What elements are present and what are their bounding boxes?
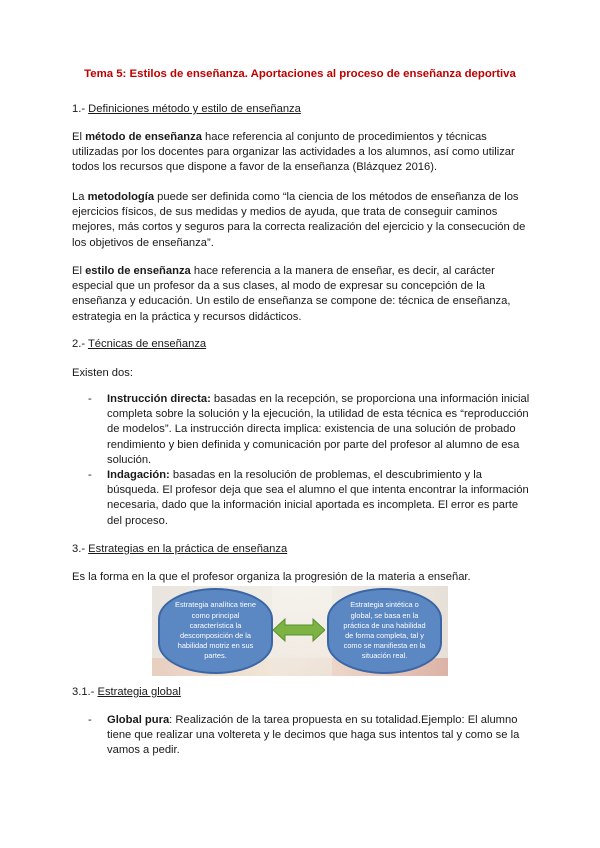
global-strategy-oval: Estrategia sintética o global, se basa en la práctica de una habilidad de forma completa, tal y como se manifiesta en la situación real. <box>327 588 442 674</box>
section-3-number: 3.- <box>72 543 89 555</box>
paragraph-metodo: El método de enseñanza hace referencia al conjunto de procedimientos y técnicas utilizadas por los docentes para organizar las actividades a los alumnos, así como utilizar todos los recursos que dispone a favor de la enseñanza (Blázquez 2016). <box>72 131 515 174</box>
section-1-heading <box>72 103 301 115</box>
term-metodologia: metodología <box>87 191 155 203</box>
bullet-dash: - <box>88 714 92 726</box>
paragraph-metodologia: La metodología puede ser definida como “la ciencia de los métodos de enseñanza de los ejercicios físicos, de sus medidas y medios de ayuda, que trata de conseguir caminos mejores, más cortos y seguros para la correcta realización del ejercicio y la consecución de los objetivos de enseñanza”. <box>72 191 526 249</box>
term-indagacion: Indagación: <box>107 469 170 481</box>
section-1-title: Definiciones método y estilo de enseñanza <box>88 103 301 115</box>
section-1-number: 1.- <box>72 103 89 115</box>
term-instruccion-directa: Instrucción directa: <box>107 393 211 405</box>
analytic-strategy-oval: Estrategia analítica tiene como principal característica la descomposición de la habilidad motriz en sus partes. <box>158 588 273 674</box>
section-3-1-number: 3.1.- <box>72 686 98 698</box>
section-2-intro: Existen dos: <box>72 367 133 379</box>
section-2-title: Técnicas de enseñanza <box>87 338 207 350</box>
list-item: - Indagación: basadas en la resolución de problemas, el descubrimiento y la búsqueda. El profesor deja que sea el alumno el que intenta encontrar la información necesaria, dado que la información inicial aportada es incompleta. El error es parte del proceso. <box>88 469 529 527</box>
paragraph-estilo: El estilo de enseñanza hace referencia a la manera de enseñar, es decir, al carácter especial que un profesor da a sus clases, al modo de expresar su concepción de la enseñanza y educación. Un estilo de enseñanza se compone de: técnica de enseñanza, estrategia en la práctica y recursos didácticos. <box>72 265 511 323</box>
term-global-pura: Global pura <box>107 714 170 726</box>
list-item: - Global pura: Realización de la tarea propuesta en su totalidad.Ejemplo: El alumno tiene que realizar una voltereta y le decimos que haga sus intentos tal y como se la vamos a pedir. <box>88 714 520 757</box>
bullet-dash: - <box>88 469 92 481</box>
bullet-dash: - <box>88 393 92 405</box>
document-title: Tema 5: Estilos de enseñanza. Aportaciones al proceso de enseñanza deportiva <box>84 68 516 80</box>
section-3-intro: Es la forma en la que el profesor organiza la progresión de la materia a enseñar. <box>72 571 471 583</box>
section-3-1-title: Estrategia global <box>97 686 181 698</box>
section-2-heading <box>72 338 206 350</box>
double-arrow-icon <box>273 618 325 642</box>
section-3-heading <box>72 543 287 555</box>
strategy-diagram <box>152 586 448 676</box>
section-3-title: Estrategias en la práctica de enseñanza <box>88 543 288 555</box>
list-item: - Instrucción directa: basadas en la recepción, se proporciona una información inicial completa sobre la solución y la ejecución, la utilidad de esta técnica es “reproducción de modelos”. La instrucción directa implica: existencia de una solución de probado rendimiento y bien definida y comunicación por parte del profesor al alumno de esa solución. <box>88 393 530 466</box>
section-2-number: 2.- <box>72 338 88 350</box>
term-estilo: estilo de enseñanza <box>85 265 191 277</box>
term-metodo: método de enseñanza <box>85 131 202 143</box>
section-3-1-heading <box>72 686 181 698</box>
